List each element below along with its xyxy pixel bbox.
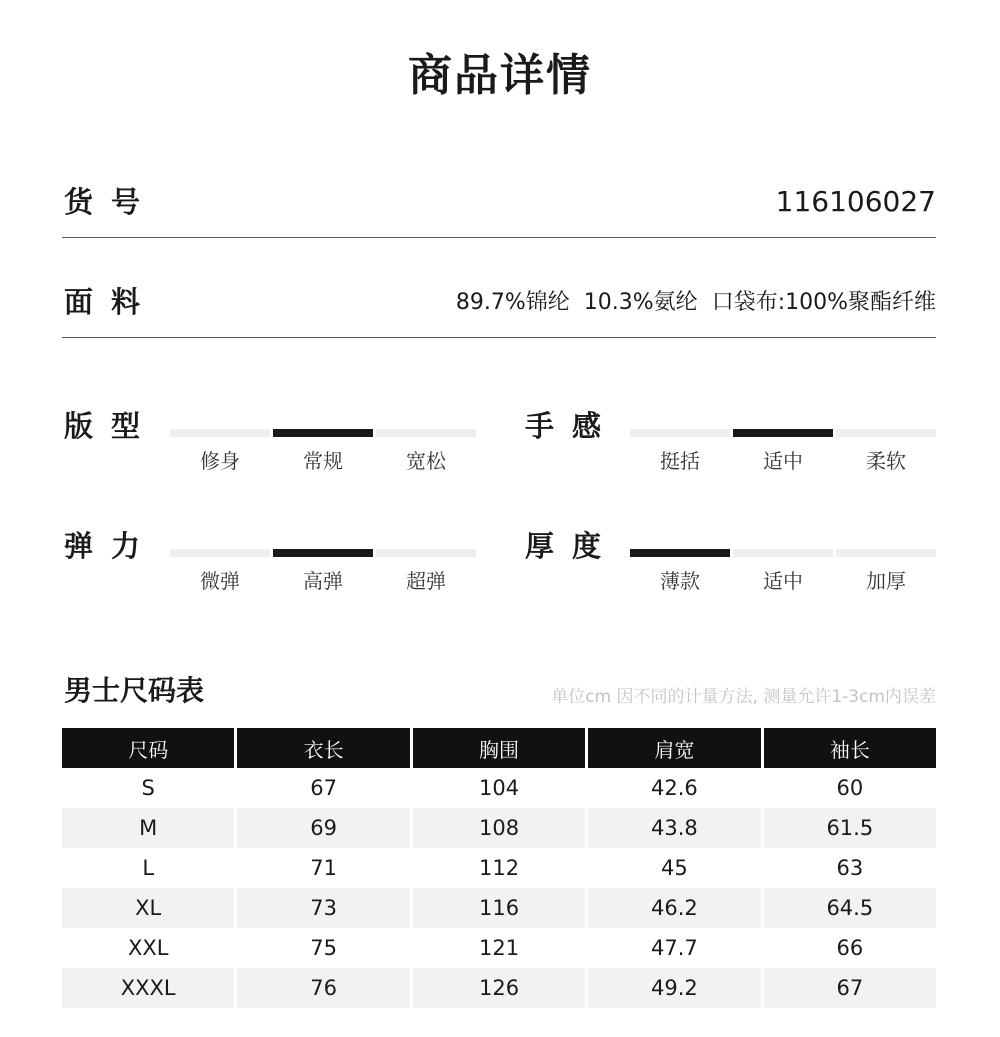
scale-option: 适中 xyxy=(763,569,803,593)
table-header-row xyxy=(62,728,936,768)
table-cell: 104 xyxy=(413,768,588,808)
fabric-part: 口袋布:100%聚酯纤维 xyxy=(711,290,936,315)
table-row xyxy=(62,888,936,928)
table-cell: 60 xyxy=(836,776,864,800)
product-number-row xyxy=(62,138,936,238)
table-cell: L xyxy=(62,848,237,888)
page-title: 商品详情 xyxy=(408,50,592,101)
attr-feel-label: 手感 xyxy=(525,409,620,443)
scale-segment xyxy=(170,549,270,557)
scale-segment xyxy=(273,429,373,437)
fabric-label: 面料 xyxy=(64,285,159,319)
scale-option: 超弹 xyxy=(406,569,446,593)
table-cell: 69 xyxy=(237,808,412,848)
table-cell: 73 xyxy=(237,888,412,928)
scale-segment xyxy=(836,549,936,557)
attr-fit-scale xyxy=(170,429,476,489)
fabric-part: 10.3%氨纶 xyxy=(583,290,698,315)
attr-fit-label: 版型 xyxy=(64,409,159,443)
scale-option: 适中 xyxy=(763,449,803,473)
attr-thickness-scale xyxy=(630,549,936,609)
table-cell: 126 xyxy=(413,968,588,1008)
table-cell: 42.6 xyxy=(588,768,763,808)
scale-segment xyxy=(273,549,373,557)
table-header-cell: 衣长 xyxy=(237,728,412,768)
attr-elasticity-scale xyxy=(170,549,476,609)
table-row xyxy=(62,928,936,968)
table-cell: XXXL xyxy=(62,968,237,1008)
table-cell: 112 xyxy=(413,848,588,888)
table-row xyxy=(62,968,936,1008)
table-cell: XXL xyxy=(62,928,237,968)
table-cell: 64.5 xyxy=(764,888,936,928)
scale-segment xyxy=(733,549,833,557)
size-table xyxy=(62,728,936,1008)
scale-option: 宽松 xyxy=(406,449,446,473)
scale-option: 挺括 xyxy=(660,449,700,473)
table-cell: 66 xyxy=(836,936,864,960)
table-cell: 46.2 xyxy=(588,888,763,928)
scale-segment xyxy=(630,429,730,437)
attr-thickness-label: 厚度 xyxy=(525,529,620,563)
table-cell: 63 xyxy=(836,856,864,880)
size-chart-title: 男士尺码表 xyxy=(64,674,205,707)
table-cell: 61.5 xyxy=(764,808,936,848)
scale-option: 修身 xyxy=(200,449,240,473)
fabric-part: 89.7%锦纶 xyxy=(455,290,570,315)
table-cell: 121 xyxy=(413,928,588,968)
product-number-value: 116106027 xyxy=(775,185,936,218)
scale-segment xyxy=(376,429,476,437)
table-cell: S xyxy=(62,768,237,808)
scale-segment xyxy=(836,429,936,437)
table-header-cell: 胸围 xyxy=(413,728,588,768)
size-chart-note: 单位cm 因不同的计量方法, 测量允许1-3cm内误差 xyxy=(551,687,936,707)
scale-segment xyxy=(376,549,476,557)
table-cell: 67 xyxy=(237,768,412,808)
scale-option: 微弹 xyxy=(200,569,240,593)
table-cell: 47.7 xyxy=(588,928,763,968)
scale-option: 加厚 xyxy=(866,569,906,593)
fabric-value xyxy=(456,283,936,323)
scale-option: 高弹 xyxy=(303,569,343,593)
scale-option: 柔软 xyxy=(866,449,906,473)
fabric-row xyxy=(62,238,936,338)
table-row xyxy=(62,768,936,808)
scale-segment xyxy=(733,429,833,437)
table-cell: 116 xyxy=(413,888,588,928)
table-header-cell: 袖长 xyxy=(764,728,936,768)
product-number-label: 货号 xyxy=(64,185,159,219)
scale-segment xyxy=(630,549,730,557)
table-row xyxy=(62,808,936,848)
table-cell: 108 xyxy=(413,808,588,848)
table-header-cell: 肩宽 xyxy=(588,728,763,768)
table-cell: M xyxy=(62,808,237,848)
attr-feel-scale xyxy=(630,429,936,489)
table-cell: 43.8 xyxy=(588,808,763,848)
table-header-cell: 尺码 xyxy=(62,728,237,768)
scale-option: 薄款 xyxy=(660,569,700,593)
table-cell: 67 xyxy=(764,968,936,1008)
table-cell: 76 xyxy=(237,968,412,1008)
scale-option: 常规 xyxy=(303,449,343,473)
table-cell: 71 xyxy=(237,848,412,888)
table-cell: 49.2 xyxy=(588,968,763,1008)
attr-elasticity-label: 弹力 xyxy=(64,529,159,563)
table-cell: 45 xyxy=(588,848,763,888)
table-row xyxy=(62,848,936,888)
table-cell: 75 xyxy=(237,928,412,968)
table-cell: XL xyxy=(62,888,237,928)
scale-segment xyxy=(170,429,270,437)
